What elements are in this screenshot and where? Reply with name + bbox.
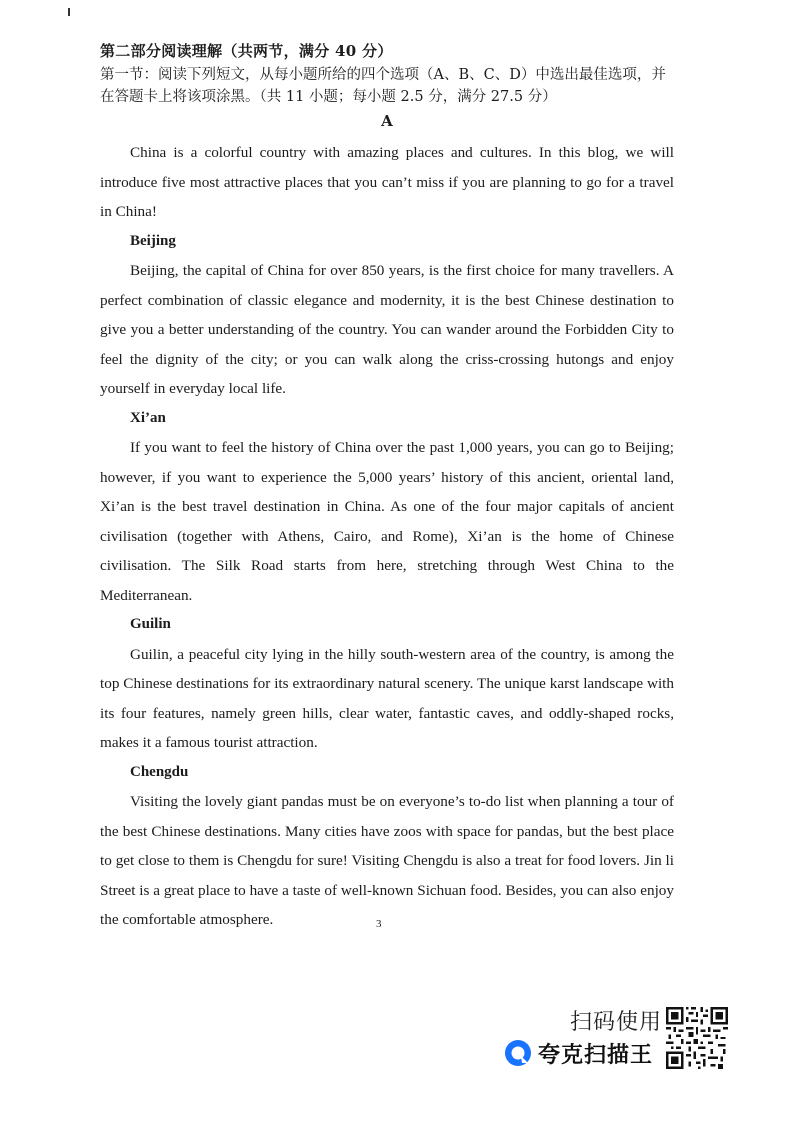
- section-body-xian: If you want to feel the history of China over the past 1,000 years, you can go to Beijing; however, if you want to experience the 5,000 years’ history of this ancient, oriental land, Xi’an is the best travel destination in China. As one of the four major capitals of ancient civilisation (together with Athens, Cairo, and Rome), Xi’an is the home of Chinese civilisation. The Silk Road starts from here, stretching through West China to the Mediterranean.: [100, 439, 674, 604]
- section-heading-chengdu: Chengdu: [130, 763, 189, 780]
- section-heading-guilin: Guilin: [130, 616, 171, 632]
- passage-intro: China is a colorful country with amazing places and cultures. In this blog, we will introduce five most attractive places that you can’t miss if you are planning to go for a travel in China!: [100, 144, 674, 220]
- section-body-guilin: Guilin, a peaceful city lying in the hilly south-western area of the country, is among the top Chinese destinations for its extraordinary natural scenery. The unique karst landscape with its four features, namely green hills, clear water, fantastic caves, and oddly-shaped rocks, makes it a famous tourist attraction.: [100, 645, 674, 751]
- scan-to-use-label: 扫码使用: [570, 1010, 663, 1035]
- section-title: 第二部分阅读理解（共两节，满分 40 分）: [100, 42, 393, 60]
- app-name-label: 夸克扫描王: [538, 1043, 654, 1068]
- passage-letter: A: [381, 112, 393, 130]
- page-number: 3: [376, 918, 382, 930]
- qr-code-icon[interactable]: [666, 1007, 728, 1069]
- passage-body: [100, 138, 674, 935]
- section-heading-xian: Xi’an: [130, 409, 166, 426]
- section-heading-beijing: Beijing: [130, 232, 176, 249]
- section-instructions: 第一节：阅读下列短文，从每小题所给的四个选项（A、B、C、D）中选出最佳选项，并在答题卡上将该项涂黑。（共 11 小题；每小题 2.5 分，满分 27.5 分）: [100, 67, 666, 105]
- quark-logo-icon: [504, 1039, 532, 1067]
- section-body-chengdu: Visiting the lovely giant pandas must be on everyone’s to-do list when planning a tour of the best Chinese destinations. Many cities have zoos with space for pandas, but the best place to get close to them is Chengdu for sure! Visiting Chengdu is also a treat for food lovers. Jin li Street is a great place to have a taste of well-known Sichuan food. Besides, you can also enjoy the comfortable atmosphere.: [100, 793, 674, 928]
- scanner-watermark[interactable]: [500, 1003, 740, 1075]
- section-body-beijing: Beijing, the capital of China for over 850 years, is the first choice for many travellers. A perfect combination of classic elegance and modernity, it is the best Chinese destination to give you a better understanding of the country. You can wander around the Forbidden City to feel the dignity of the city; or you can walk along the criss-crossing hutongs and enjoy yourself in everyday local life.: [100, 262, 674, 397]
- scan-corner-mark: [68, 8, 70, 16]
